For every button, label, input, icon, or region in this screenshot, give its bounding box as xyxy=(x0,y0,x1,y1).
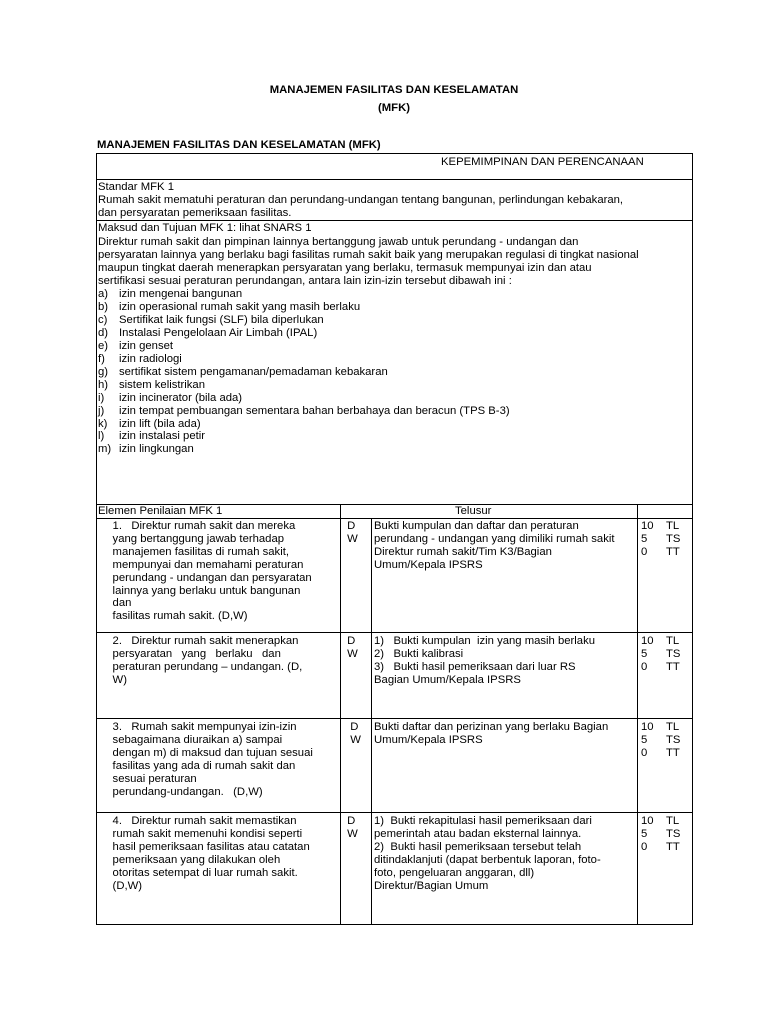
assessment-header-element: Elemen Penilaian MFK 1 xyxy=(98,505,223,517)
permit-item: izin incinerator (bila ada) xyxy=(119,391,243,404)
permit-item: izin lift (bila ada) xyxy=(119,417,201,430)
permit-item-marker: d) xyxy=(98,326,109,339)
permit-item: sertifikat sistem pengamanan/pemadaman kebakaran xyxy=(119,365,388,378)
purpose-text: maupun tingkat daerah menerapkan persyaratan yang berlaku, termasuk mempunyai izin dan atau xyxy=(98,262,592,274)
purpose-label: Maksud dan Tujuan MFK 1: lihat SNARS 1 xyxy=(98,222,312,234)
permit-item-marker: b) xyxy=(98,300,109,313)
table-rule xyxy=(96,632,693,633)
assessment-header-trace: Telusur xyxy=(455,505,492,517)
standard-text: dan persyaratan pemeriksaan fasilitas. xyxy=(98,207,292,219)
column-divider xyxy=(371,518,372,925)
table-rule xyxy=(96,220,693,221)
permit-item-marker: g) xyxy=(98,365,109,378)
permit-item: izin tempat pembuangan sementara bahan berbahaya dan beracun (TPS B-3) xyxy=(119,404,510,417)
permit-item: izin mengenai bangunan xyxy=(119,288,243,300)
assessment-level-2: TL TS TT xyxy=(666,635,681,673)
permit-item-marker: k) xyxy=(98,417,108,430)
permit-item: Sertifikat laik fungsi (SLF) bila diperlukan xyxy=(119,313,324,326)
assessment-trace-3: Bukti daftar dan perizinan yang berlaku Bagian Umum/Kepala IPSRS xyxy=(374,721,609,746)
permit-item: Instalasi Pengelolaan Air Limbah (IPAL) xyxy=(119,326,318,339)
table-border-right xyxy=(692,153,693,925)
assessment-method-1: D W xyxy=(347,520,358,545)
permit-item: izin genset xyxy=(119,339,174,352)
assessment-element-2: 2. Direktur rumah sakit menerapkan persyaratan yang berlaku dan peraturan perundang – undangan. (D, W) xyxy=(112,635,303,686)
permit-item-marker: j) xyxy=(98,404,105,417)
purpose-text: persyaratan lainnya yang berlaku bagi fasilitas rumah sakit baik yang merupakan regulasi di tingkat nasional xyxy=(98,249,639,261)
table-rule xyxy=(96,179,693,180)
assessment-trace-2: 1) Bukti kumpulan izin yang masih berlaku 2) Bukti kalibrasi 3) Bukti hasil pemeriksaan dari luar RS Bagian Umum/Kepala IPSRS xyxy=(374,635,596,686)
permit-item-marker: f) xyxy=(98,352,105,365)
assessment-method-3: D W xyxy=(350,721,361,746)
table-heading: KEPEMIMPINAN DAN PERENCANAAN xyxy=(441,156,644,168)
table-border-left xyxy=(96,153,97,925)
assessment-trace-4: 1) Bukti rekapitulasi hasil pemeriksaan dari pemerintah atau badan eksternal lainnya. 2) Bukti hasil pemeriksaan tersebut telah ditindaklanjuti (dapat berbentuk laporan, foto- foto, pengeluaran anggaran, dll) Direktur/Bagian Umum xyxy=(374,815,601,892)
assessment-score-2: 10 5 0 xyxy=(641,635,654,673)
standard-label: Standar MFK 1 xyxy=(98,181,174,193)
assessment-score-3: 10 5 0 xyxy=(641,721,654,759)
permit-item-marker: m) xyxy=(98,443,112,456)
section-title: MANAJEMEN FASILITAS DAN KESELAMATAN (MFK) xyxy=(97,139,381,151)
permit-item: izin instalasi petir xyxy=(119,430,206,443)
document-subtitle: (MFK) xyxy=(378,102,410,114)
table-rule xyxy=(96,518,693,519)
permit-item-marker: c) xyxy=(98,313,108,326)
assessment-trace-1: Bukti kumpulan dan daftar dan peraturan perundang - undangan yang dimiliki rumah sakit Direktur rumah sakit/Tim K3/Bagian Umum/Kepala IPSRS xyxy=(374,520,615,571)
assessment-level-3: TL TS TT xyxy=(666,721,681,759)
permit-item-marker: e) xyxy=(98,339,109,352)
assessment-score-1: 10 5 0 xyxy=(641,520,654,558)
permit-item: sistem kelistrikan xyxy=(119,378,206,391)
column-divider xyxy=(637,504,638,925)
table-border-top xyxy=(96,153,693,154)
assessment-level-4: TL TS TT xyxy=(666,815,681,853)
table-rule xyxy=(96,718,693,719)
permit-item: izin lingkungan xyxy=(119,443,194,456)
assessment-method-4: D W xyxy=(347,815,358,840)
permit-item-marker: h) xyxy=(98,378,109,391)
column-divider xyxy=(340,504,341,925)
purpose-text: sertifikasi sesuai peraturan perundangan, antara lain izin-izin tersebut dibawah ini : xyxy=(98,275,512,287)
standard-text: Rumah sakit mematuhi peraturan dan perundang-undangan tentang bangunan, perlindungan kebakaran, xyxy=(98,194,624,206)
table-border-bottom xyxy=(96,924,693,925)
assessment-element-4: 4. Direktur rumah sakit memastikan rumah sakit memenuhi kondisi seperti hasil pemeriksaan fasilitas atau catatan pemeriksaan yang dilakukan oleh otoritas setempat di luar rumah sakit. (D,W) xyxy=(112,815,310,892)
assessment-element-1: 1. Direktur rumah sakit dan mereka yang bertanggung jawab terhadap manajemen fasilitas di rumah sakit, mempunyai dan memahami peraturan perundang - undangan dan persyaratan lainnya yang berlaku untuk bangunan dan fasilitas rumah sakit. (D,W) xyxy=(112,520,312,623)
assessment-element-3: 3. Rumah sakit mempunyai izin-izin sebagaimana diuraikan a) sampai dengan m) di maksud dan tujuan sesuai fasilitas yang ada di rumah sakit dan sesuai peraturan perundang-undangan. (D,W) xyxy=(112,721,313,798)
assessment-score-4: 10 5 0 xyxy=(641,815,654,853)
permit-item-marker: a) xyxy=(98,288,109,300)
permit-item: izin operasional rumah sakit yang masih berlaku xyxy=(119,300,361,313)
table-rule xyxy=(96,812,693,813)
permit-item: izin radiologi xyxy=(119,352,182,365)
assessment-level-1: TL TS TT xyxy=(666,520,681,558)
purpose-text: Direktur rumah sakit dan pimpinan lainnya bertanggung jawab untuk perundang - undangan dan xyxy=(98,236,579,248)
permit-item-marker: i) xyxy=(98,391,105,404)
assessment-method-2: D W xyxy=(347,635,358,660)
document-title: MANAJEMEN FASILITAS DAN KESELAMATAN xyxy=(269,84,519,96)
permit-item-marker: l) xyxy=(98,430,105,443)
